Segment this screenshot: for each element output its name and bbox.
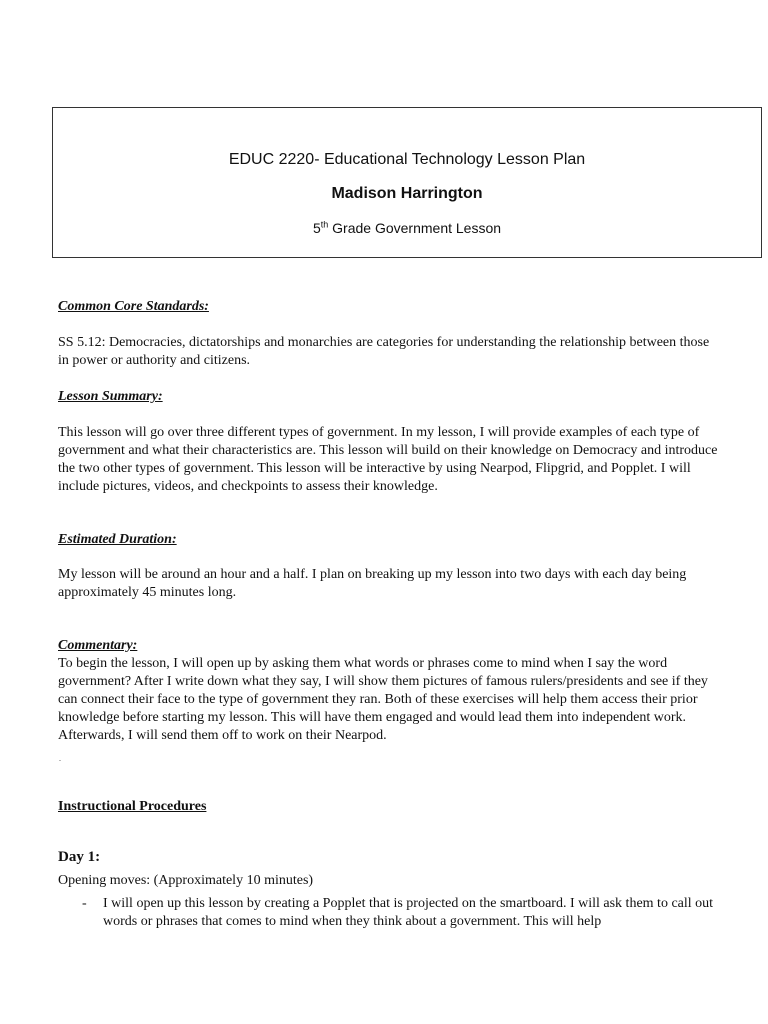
procedures-heading-text: Instructional Procedures <box>58 799 207 814</box>
bullet-text: I will open up this lesson by creating a Popplet that is projected on the smartboard. I will ask them to call out words or phrases that comes to mind when they think about a government. This will help <box>103 896 714 929</box>
subtitle-rest: Grade Government Lesson <box>328 220 502 236</box>
standards-text: SS 5.12: Democracies, dictatorships and monarchies are categories for understanding the relationship between those in power or authority and citizens. <box>58 335 710 368</box>
commentary-heading-text: Commentary: <box>58 638 138 653</box>
duration-heading <box>58 531 718 549</box>
stray-mark <box>59 760 61 761</box>
duration-heading-text: Estimated Duration: <box>58 532 177 547</box>
commentary-heading <box>58 637 718 655</box>
day-heading <box>58 848 718 867</box>
subtitle-grade-number: 5 <box>312 220 321 236</box>
standards-heading <box>58 298 718 316</box>
day-heading-text: Day 1: <box>58 849 101 865</box>
summary-section <box>58 424 718 496</box>
summary-text: This lesson will go over three different types of government. In my lesson, I will provide examples of each type of government and what their characteristics are. This lesson will build on their knowledge on Democracy and introduce the two other types of government. This lesson will be interactive by using Nearpod, Flipgrid, and Popplet. I will include pictures, videos, and checkpoints to assess their knowledge. <box>58 425 718 494</box>
procedures-heading <box>58 798 718 816</box>
title-box <box>52 107 762 258</box>
duration-section <box>58 566 718 602</box>
subtitle-ordinal-suffix: th <box>320 219 329 230</box>
duration-text: My lesson will be around an hour and a half. I plan on breaking up my lesson into two days with each day being approximately 45 minutes long. <box>58 567 687 600</box>
commentary-section <box>58 655 718 745</box>
standards-section <box>58 334 718 370</box>
summary-heading-text: Lesson Summary: <box>58 389 163 404</box>
commentary-text: To begin the lesson, I will open up by asking them what words or phrases come to mind when I say the word government? After I write down what they say, I will show them pictures of famous rulers/presidents and see if they can connect their face to the type of government they ran. Both of these exercises will help them access their prior knowledge before starting my lesson. This will have them engaged and would lead them into independent work. Afterwards, I will send them off to work on their Nearpod. <box>58 656 708 743</box>
lesson-subtitle <box>53 219 761 237</box>
opening-moves-text: Opening moves: (Approximately 10 minutes) <box>58 873 314 888</box>
summary-heading <box>58 388 718 406</box>
course-title: EDUC 2220- Educational Technology Lesson Plan <box>228 151 586 168</box>
standards-heading-text: Common Core Standards: <box>58 299 209 314</box>
bullet-dash: - <box>82 896 87 911</box>
opening-moves <box>58 872 718 890</box>
author-name: Madison Harrington <box>331 185 483 202</box>
